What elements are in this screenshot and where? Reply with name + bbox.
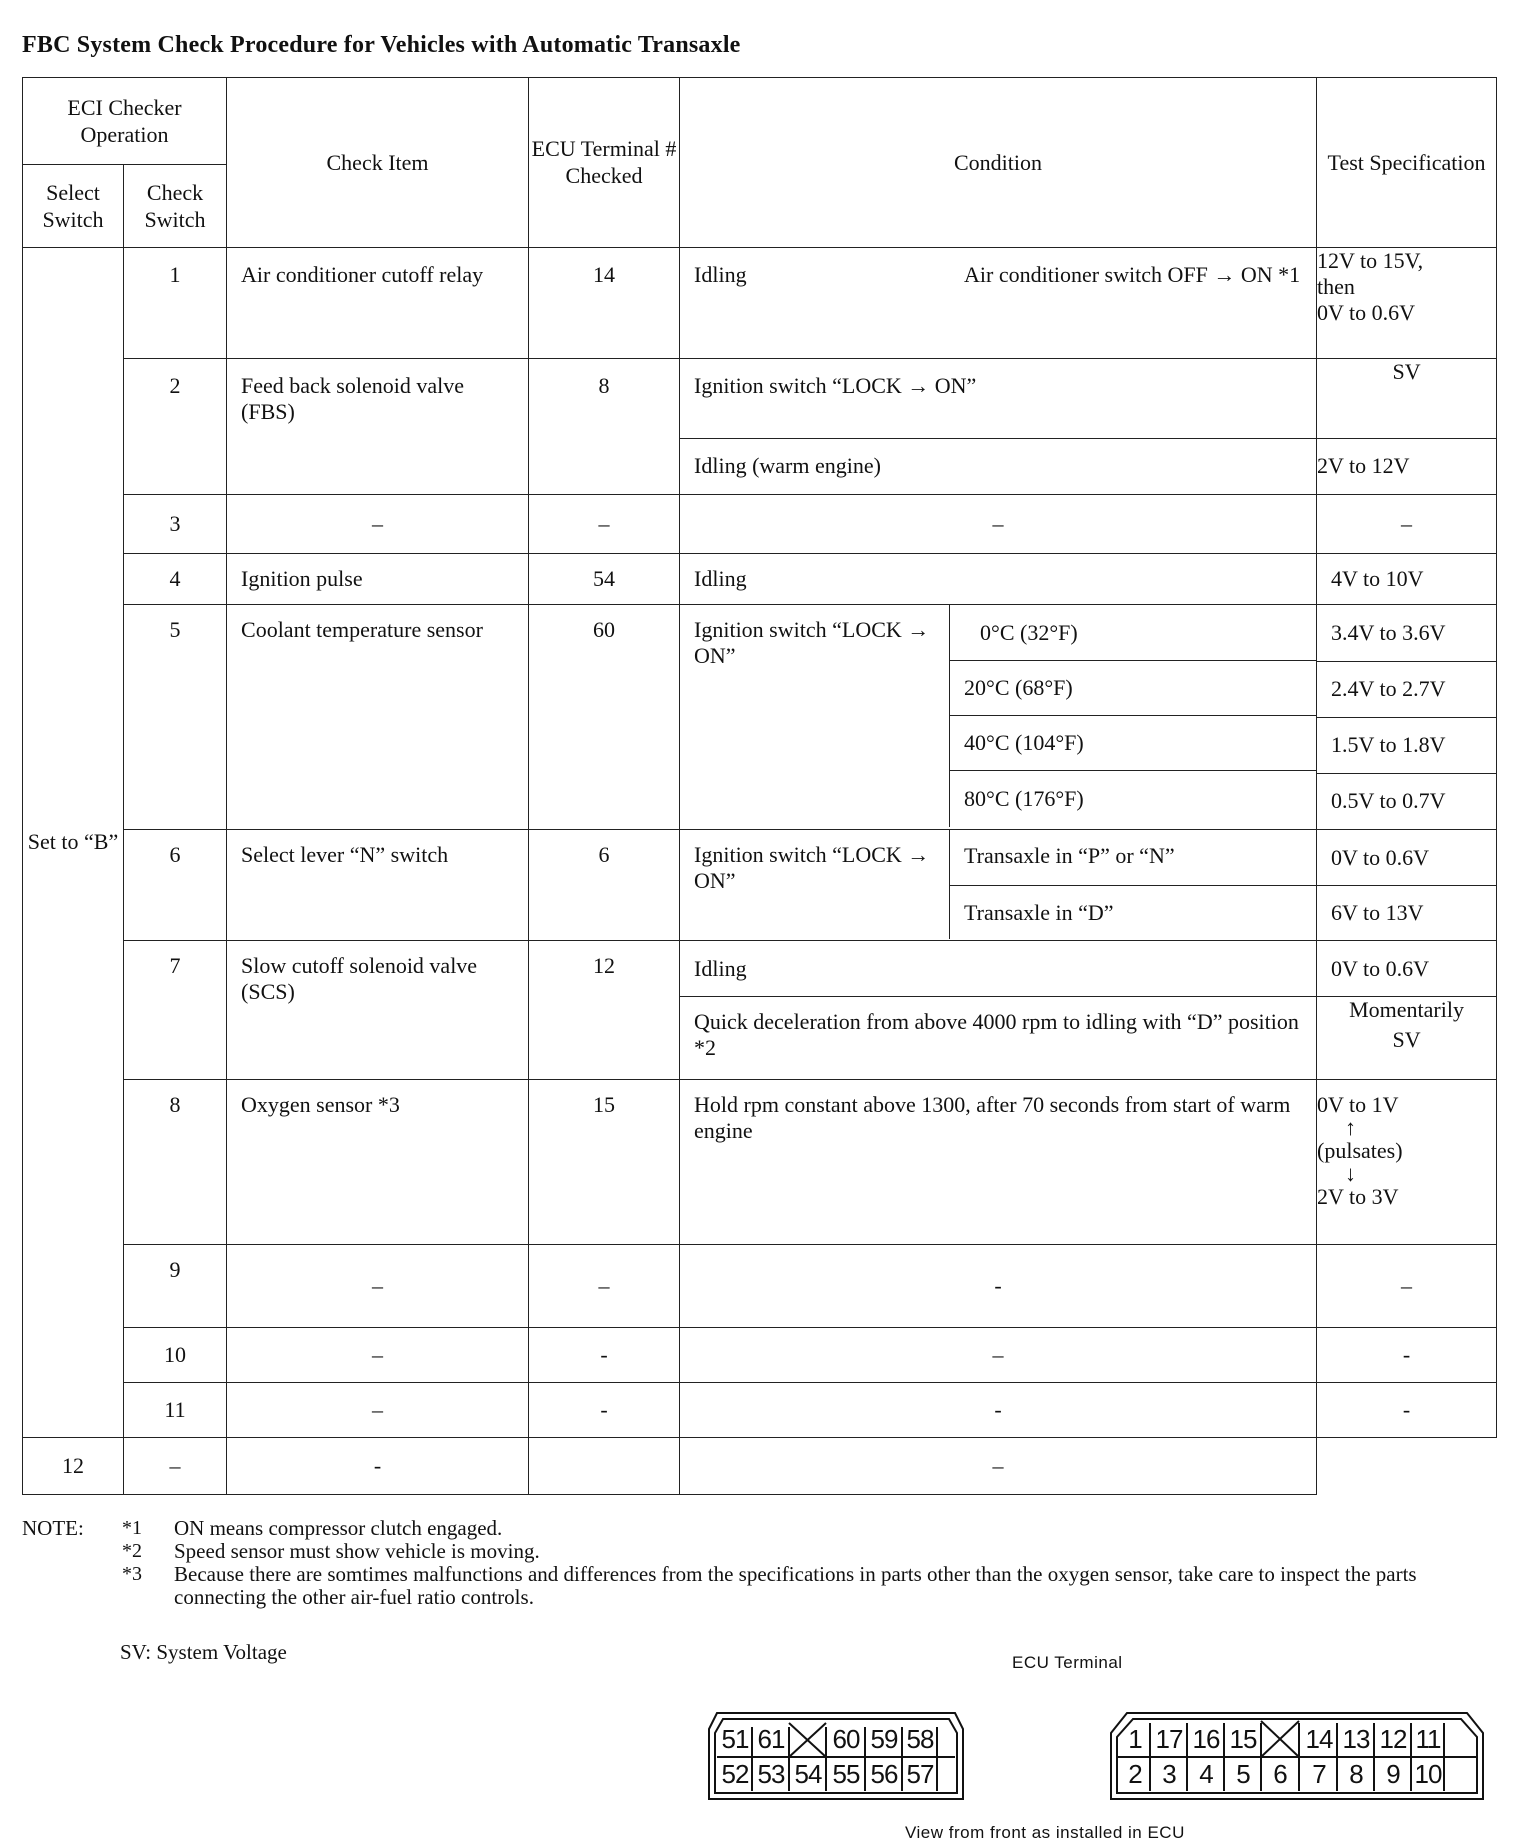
test-spec: - [1317,1328,1497,1383]
condition-text: Idling [680,941,1317,997]
ecu-terminal: 6 [529,830,680,941]
check-item: Select lever “N” switch [227,830,529,941]
notes-label: NOTE: [22,1516,84,1540]
check-item: Oxygen sensor *3 [227,1079,529,1245]
condition-header: Condition [680,78,1317,248]
table-row [23,941,1497,997]
condition-text: Idling (warm engine) [680,438,1317,495]
test-spec-line: Momentarily [1349,996,1464,1022]
ecu-terminal: 12 [529,941,680,1079]
table-row [23,358,1497,438]
note-marker: *2 [122,1540,142,1562]
condition-detail: Transaxle in “P” or “N” [950,830,1316,886]
temperature-value: 20°C (68°F) [950,661,1316,716]
test-spec: 1.5V to 1.8V [1317,717,1497,773]
check-switch-number: 9 [124,1245,227,1328]
ecu-connector-left [705,1707,967,1804]
check-item: – [227,1245,529,1328]
check-switch-number: 8 [124,1079,227,1245]
condition-detail: Air conditioner switch OFF → ON *1 [964,261,1301,287]
table-row [23,605,1497,662]
ecu-terminal-title: ECU Terminal [1012,1653,1123,1672]
ecu-terminal: 60 [529,605,680,830]
test-spec: 3.4V to 3.6V [1317,605,1497,662]
check-switch-number: 7 [124,941,227,1079]
table-row [23,1245,1497,1328]
ecu-pin: 4 [1199,1759,1213,1789]
ecu-pin: 57 [906,1759,934,1789]
ecu-pin: 13 [1342,1724,1370,1754]
condition-cell [680,605,1317,830]
test-spec-header: Test Specification [1317,78,1497,248]
condition-text: Hold rpm constant above 1300, after 70 seconds from start of warm engine [680,1079,1317,1245]
temperature-value: 0°C (32°F) [950,605,1316,661]
ecu-terminal: 54 [529,553,680,605]
condition-text: Idling [694,261,747,287]
test-spec-line: 0V to 0.6V [1317,299,1416,325]
ecu-terminal: 14 [529,247,680,358]
test-spec: – [680,1438,1317,1495]
check-switch-number: 2 [124,358,227,494]
table-row [23,1382,1497,1438]
check-item: Air conditioner cutoff relay [227,247,529,358]
ecu-pin: 12 [1379,1724,1407,1754]
condition-text: Quick deceleration from above 4000 rpm to idling with “D” position *2 [680,996,1317,1079]
ecu-terminal: - [227,1438,529,1495]
ecu-terminal: 15 [529,1079,680,1245]
check-switch-number: 6 [124,830,227,941]
check-item: Feed back solenoid valve (FBS) [227,358,529,494]
ecu-pin: 15 [1229,1724,1257,1754]
condition-text: Ignition switch “LOCK → ON” [680,830,950,939]
test-spec: 0V to 0.6V [1317,941,1497,997]
condition-text: – [680,1328,1317,1383]
test-spec-line: (pulsates) [1317,1137,1403,1163]
condition-detail: Transaxle in “D” [964,900,1114,926]
ecu-terminal: – [529,495,680,554]
table-row [23,495,1497,554]
ecu-pin: 60 [832,1724,860,1754]
ecu-pin: 7 [1312,1759,1326,1789]
check-item: – [227,1382,529,1438]
ecu-pin: 56 [870,1759,898,1789]
check-item: – [227,1328,529,1383]
check-item-header: Check Item [227,78,529,248]
check-switch-number: 3 [124,495,227,554]
ecu-pin: 8 [1349,1759,1363,1789]
ecu-terminal: - [529,1382,680,1438]
ecu-caption: View from front as installed in ECU [905,1823,1185,1842]
test-spec: - [1317,1382,1497,1438]
down-arrow-icon: ↓ [1345,1160,1357,1186]
temperature-value: 40°C (104°F) [950,716,1316,771]
select-switch-header: Select Switch [23,164,124,247]
test-spec-line: 12V to 15V, [1317,247,1424,273]
check-switch-number: 5 [124,605,227,830]
check-item: – [124,1438,227,1495]
table-row [23,1328,1497,1383]
table-row [23,1079,1497,1245]
document-title: FBC System Check Procedure for Vehicles with Automatic Transaxle [22,32,741,58]
ecu-terminal: - [529,1328,680,1383]
test-spec: SV [1317,358,1497,438]
check-switch-number: 4 [124,553,227,605]
check-switch-number: 12 [23,1438,124,1495]
ecu-pin: 9 [1386,1759,1400,1789]
test-spec-cell [1317,247,1497,358]
test-spec-cell [1317,1079,1497,1245]
test-spec-line: 2V to 3V [1317,1183,1399,1209]
ecu-pin: 51 [721,1724,749,1754]
condition-cell [680,830,1317,941]
ecu-pin: 3 [1162,1759,1176,1789]
table-row [23,1438,1497,1495]
ecu-terminal: – [529,1245,680,1328]
condition-cell [680,247,1317,358]
test-spec-cell [1317,996,1497,1079]
note-marker: *1 [122,1517,142,1539]
ecu-pin: 1 [1128,1724,1142,1754]
note-marker: *3 [122,1563,142,1585]
ecu-pin: 54 [794,1759,822,1789]
eci-checker-header: ECI Checker Operation [23,78,227,165]
condition-text: - [680,1245,1317,1328]
ecu-pin: 16 [1192,1724,1220,1754]
ecu-pin: 14 [1305,1724,1333,1754]
condition-text: – [680,495,1317,554]
ecu-pin: 55 [832,1759,860,1789]
ecu-pin: 11 [1415,1724,1441,1754]
up-arrow-icon: ↑ [1345,1114,1357,1140]
select-switch-value: Set to “B” [23,247,124,1438]
check-switch-header: Check Switch [124,164,227,247]
note-item [122,1540,1434,1563]
condition-text: Ignition switch “LOCK → ON” [680,358,1317,438]
condition-text: Ignition switch “LOCK → ON” [680,605,950,827]
test-spec-line: SV [1392,1026,1421,1052]
ecu-pin: 53 [757,1759,785,1789]
temperature-value: 80°C (176°F) [964,786,1084,812]
ecu-connector-right [1107,1707,1487,1804]
note-item [122,1517,1434,1540]
ecu-pin: 2 [1128,1759,1142,1789]
ecu-pin: 6 [1273,1759,1287,1789]
ecu-terminal: 8 [529,358,680,494]
sv-definition: SV: System Voltage [120,1640,287,1664]
check-switch-number: 10 [124,1328,227,1383]
ecu-pin: 58 [906,1724,934,1754]
condition-text [529,1438,680,1495]
test-spec: 4V to 10V [1317,553,1497,605]
table-row [23,553,1497,605]
ecu-pin: 10 [1414,1759,1442,1789]
ecu-pin: 59 [870,1724,898,1754]
ecu-pin: 5 [1236,1759,1250,1789]
ecu-pin: 17 [1155,1724,1183,1754]
note-item [122,1563,1434,1609]
ecu-pin: 52 [721,1759,749,1789]
test-spec: 2V to 12V [1317,438,1497,495]
test-spec: – [1317,1245,1497,1328]
condition-text: - [680,1382,1317,1438]
test-spec-line: 0V to 1V [1317,1091,1399,1117]
test-spec: 0.5V to 0.7V [1317,773,1497,830]
table-row [23,247,1497,358]
check-switch-number: 1 [124,247,227,358]
connector-outline-icon [1107,1707,1487,1804]
connector-outline-icon [705,1707,967,1804]
note-text: ON means compressor clutch engaged. [174,1516,503,1540]
check-procedure-table [22,77,1497,1495]
condition-text: Idling [680,553,1317,605]
test-spec: 6V to 13V [1317,885,1497,941]
note-text: Speed sensor must show vehicle is moving. [174,1539,540,1563]
test-spec: – [1317,495,1497,554]
check-item: Coolant temperature sensor [227,605,529,830]
check-item: Slow cutoff solenoid valve (SCS) [227,941,529,1079]
ecu-terminal-header: ECU Terminal # Checked [529,78,680,248]
test-spec-line: then [1317,273,1355,299]
table-row [23,830,1497,886]
ecu-pin: 61 [757,1724,785,1754]
check-switch-number: 11 [124,1382,227,1438]
check-item: – [227,495,529,554]
check-item: Ignition pulse [227,553,529,605]
test-spec: 2.4V to 2.7V [1317,661,1497,717]
test-spec: 0V to 0.6V [1317,830,1497,886]
note-text: Because there are somtimes malfunctions and differences from the specifications in parts other than the oxygen sensor, take care to inspect the parts connecting the other air-fuel ratio controls. [174,1562,1417,1609]
